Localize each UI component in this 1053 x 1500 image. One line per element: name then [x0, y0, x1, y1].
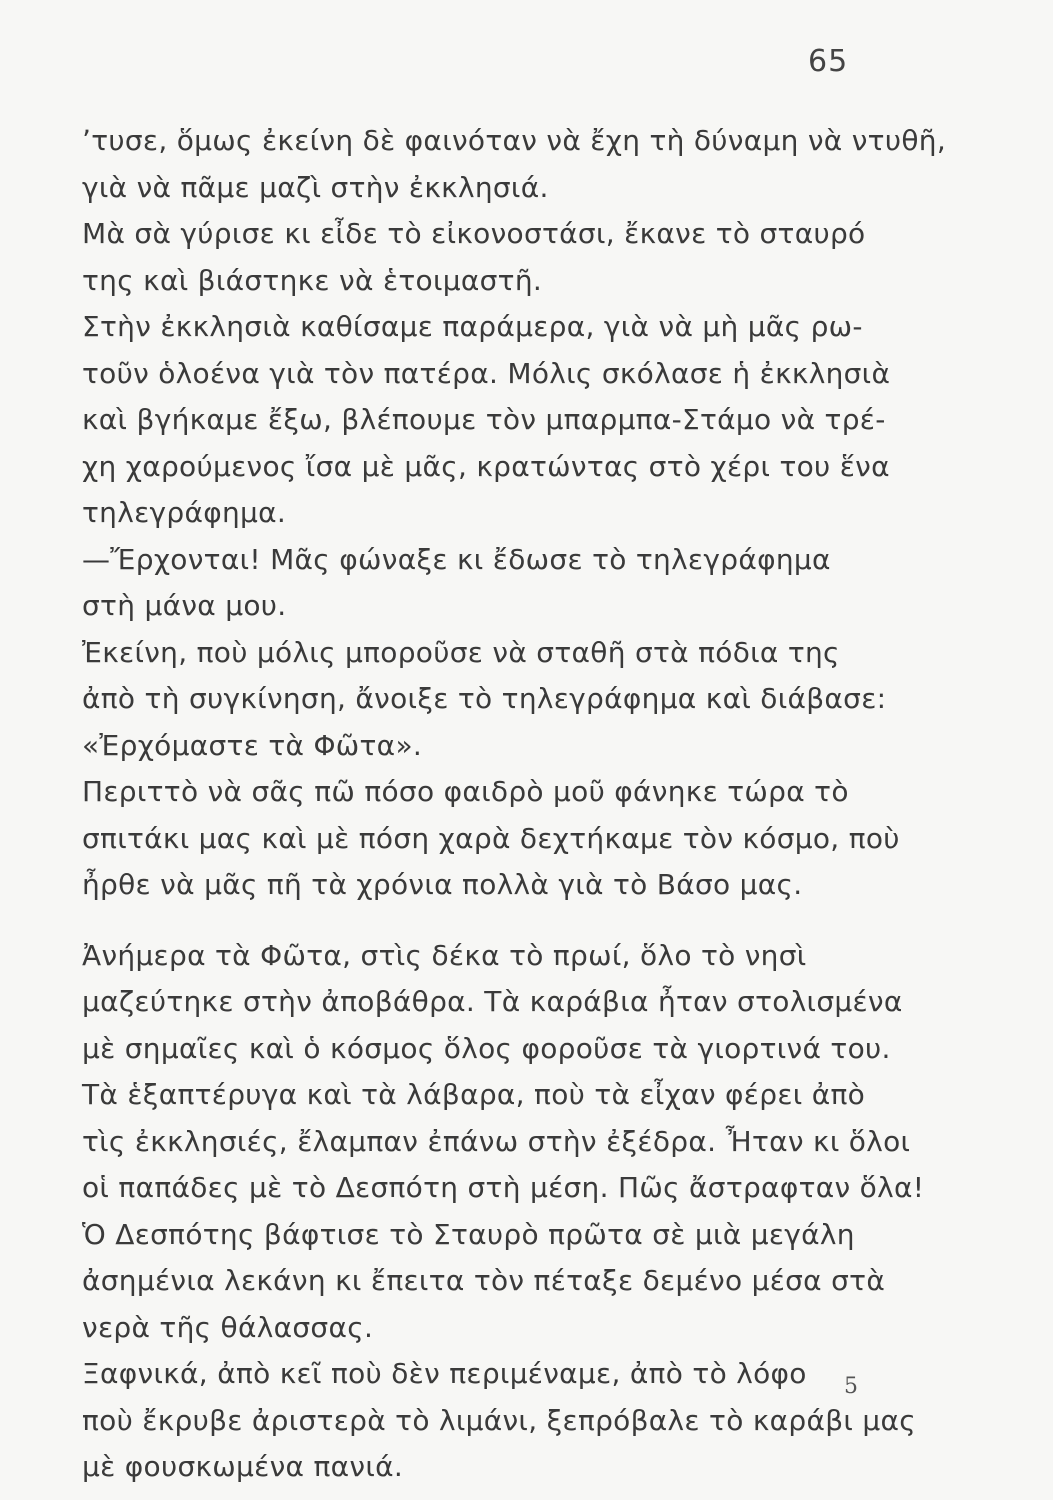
text-line: γιὰ νὰ πᾶμε μαζὶ στὴν ἐκκλησιά. — [82, 170, 549, 204]
text-line: Μὰ σὰ γύρισε κι εἶδε τὸ εἰκονοστάσι, ἔκανε τὸ σταυρό — [82, 217, 866, 250]
text-line: Ἀνήμερα τὰ Φῶτα, στὶς δέκα τὸ πρωί, ὅλο τὸ νησὶ — [82, 938, 807, 972]
text-line: της καὶ βιάστηκε νὰ ἑτοιμαστῆ. — [82, 263, 543, 297]
text-line: Ἐκείνη, ποὺ μόλις μποροῦσε νὰ σταθῆ στὰ πόδια της — [82, 635, 840, 669]
text-line: Ὁ Δεσπότης βάφτισε τὸ Σταυρὸ πρῶτα σὲ μιὰ μεγάλη — [82, 1217, 855, 1251]
text-line: ʼτυσε, ὅμως ἐκείνη δὲ φαινόταν νὰ ἔχη τὴ δύναμη νὰ ντυθῆ, — [82, 124, 947, 157]
text-line: Τὰ ἑξαπτέρυγα καὶ τὰ λάβαρα, ποὺ τὰ εἶχαν φέρει ἀπὸ — [82, 1078, 866, 1111]
text-line: τοῦν ὁλοένα γιὰ τὸν πατέρα. Μόλις σκόλασε ἡ ἐκκλησιὰ — [82, 356, 891, 390]
signature-mark: 5 — [844, 1374, 858, 1399]
text-line: Ξαφνικά, ἀπὸ κεῖ ποὺ δὲν περιμέναμε, ἀπὸ τὸ λόφο — [82, 1357, 807, 1390]
text-line: ποὺ ἔκρυβε ἀριστερὰ τὸ λιμάνι, ξεπρόβαλε τὸ καράβι μας — [82, 1403, 916, 1437]
text-line: χη χαρούμενος ἴσα μὲ μᾶς, κρατώντας στὸ χέρι του ἕνα — [82, 449, 890, 483]
text-line: ἦρθε νὰ μᾶς πῆ τὰ χρόνια πολλὰ γιὰ τὸ Βάσο μας. — [82, 868, 803, 901]
text-line: νερὰ τῆς θάλασσας. — [82, 1310, 374, 1344]
page-number: 65 — [808, 44, 849, 79]
text-line: Περιττὸ νὰ σᾶς πῶ πόσο φαιδρὸ μοῦ φάνηκε τώρα τὸ — [82, 775, 849, 808]
text-line: ἀσημένια λεκάνη κι ἔπειτα τὸν πέταξε δεμένο μέσα στὰ — [82, 1264, 886, 1297]
text-line: σπιτάκι μας καὶ μὲ πόση χαρὰ δεχτήκαμε τὸν κόσμο, ποὺ — [82, 821, 900, 855]
text-line: «Ἐρχόμαστε τὰ Φῶτα». — [82, 728, 423, 762]
text-line: μὲ σημαῖες καὶ ὁ κόσμος ὅλος φοροῦσε τὰ γιορτινά του. — [82, 1031, 891, 1065]
text-line: ἀπὸ τὴ συγκίνηση, ἄνοιξε τὸ τηλεγράφημα καὶ διάβασε: — [82, 682, 887, 715]
text-line: τηλεγράφημα. — [82, 496, 287, 529]
text-line: τὶς ἐκκλησιές, ἔλαμπαν ἐπάνω στὴν ἐξέδρα. Ἦταν κι ὅλοι — [82, 1124, 911, 1158]
section-gap — [82, 909, 882, 933]
text-line: —Ἔρχονται! Μᾶς φώναξε κι ἔδωσε τὸ τηλεγράφημα — [82, 542, 831, 576]
text-line: στὴ μάνα μου. — [82, 589, 287, 622]
text-line: καὶ βγήκαμε ἔξω, βλέπουμε τὸν μπαρμπα-Στάμο νὰ τρέ- — [82, 403, 886, 436]
text-line: Στὴν ἐκκλησιὰ καθίσαμε παράμερα, γιὰ νὰ μὴ μᾶς ρω- — [82, 310, 863, 343]
body-text — [82, 118, 947, 1491]
text-line: μὲ φουσκωμένα πανιά. — [82, 1450, 404, 1483]
text-line: μαζεύτηκε στὴν ἀποβάθρα. Τὰ καράβια ἦταν στολισμένα — [82, 985, 903, 1018]
text-line: οἱ παπάδες μὲ τὸ Δεσπότη στὴ μέση. Πῶς ἄστραφταν ὅλα! — [82, 1171, 925, 1204]
